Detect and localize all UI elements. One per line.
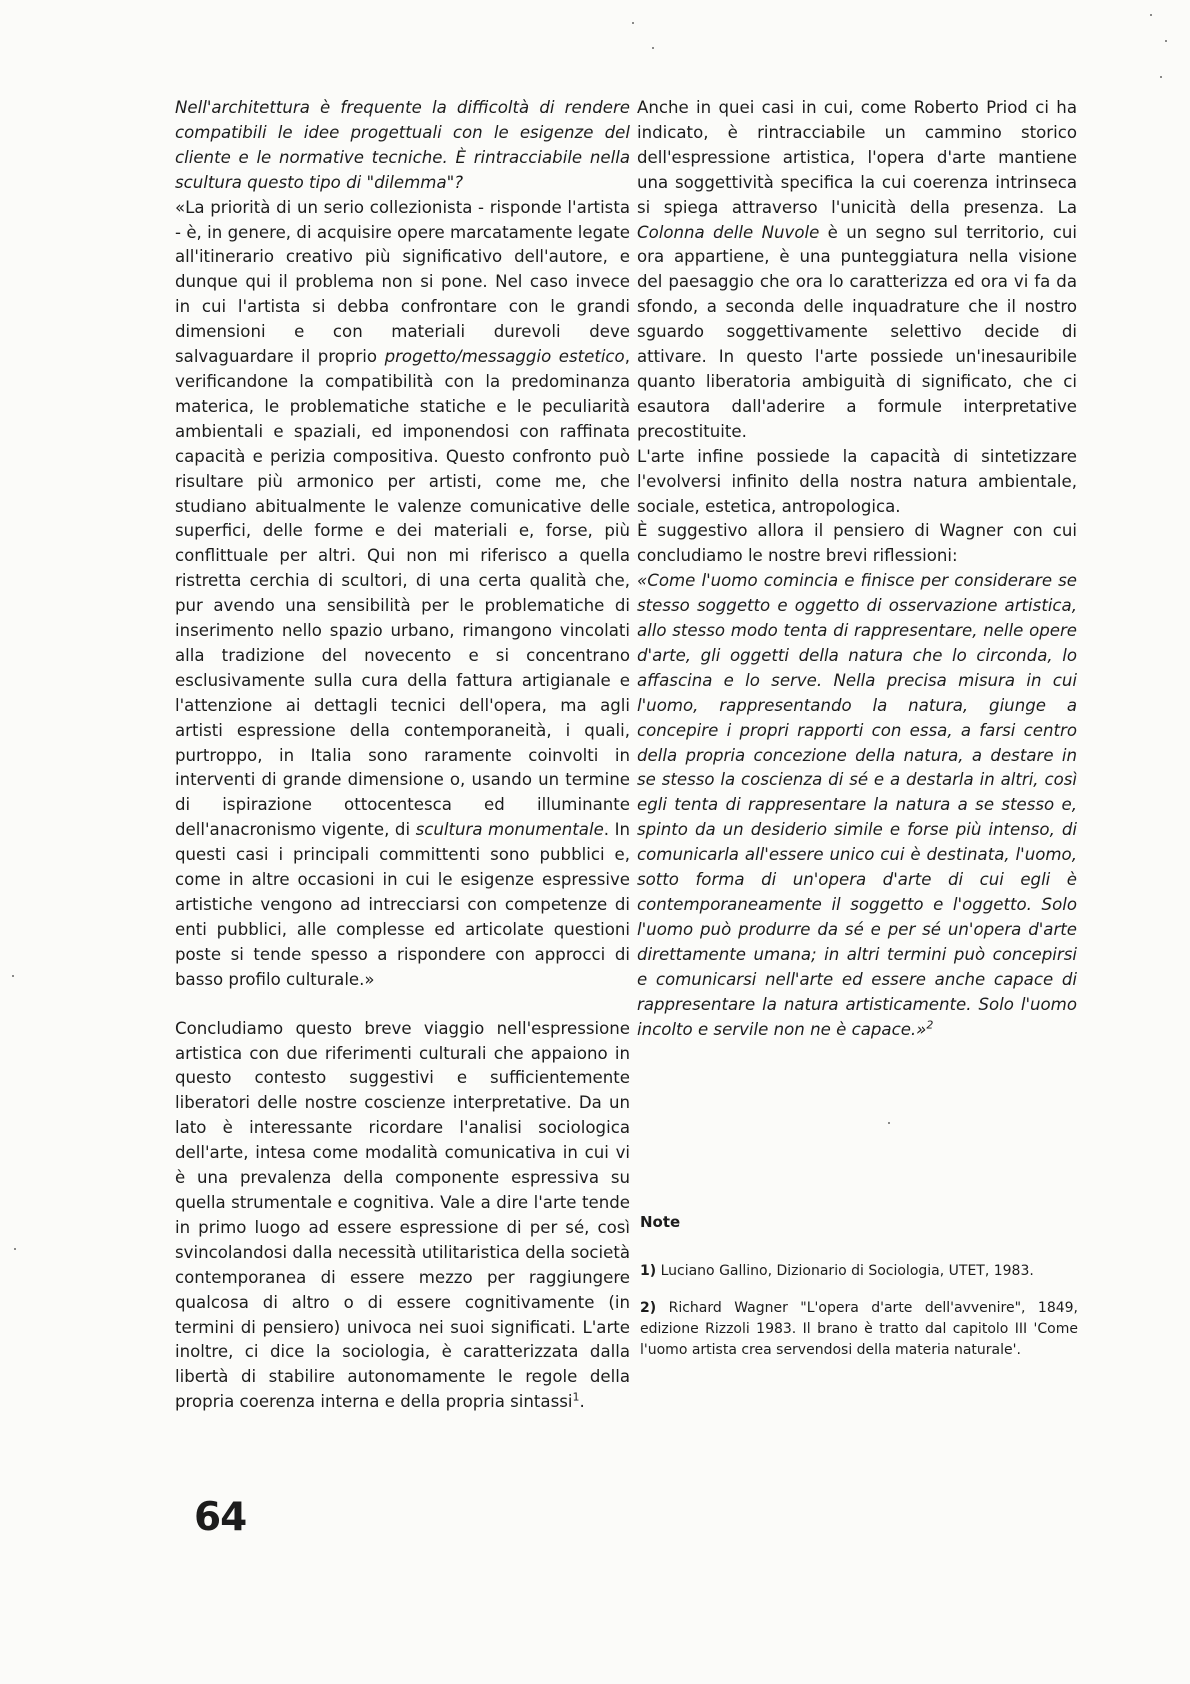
- page-number: 64: [194, 1495, 247, 1540]
- footnote-reference: 1: [572, 1390, 580, 1404]
- paragraph-text: Anche in quei casi in cui, come Roberto Priod ci ha indicato, è rintracciabile un cammino storico dell'espressione artistica, l'opera d'arte mantiene una soggettività specifica la cui coerenza intrinseca si spiega attraverso l'unicità della presenza. La: [637, 98, 1077, 217]
- answer-text: . In questi casi i principali committenti sono pubblici e, come in altre occasioni in cui le esigenze espressive artistiche vengono ad intrecciarsi con competenze di enti pubblici, alle complesse ed articolate questioni poste si tende spesso a rispondere con approcci di basso profilo culturale.»: [175, 820, 630, 989]
- scan-speck: [12, 975, 14, 977]
- answer-text: , verificandone la compatibilità con la predominanza materica, le problematiche statiche e le peculiarità ambientali e spaziali, ed imponendosi con raffinata capacità e perizia compositiva. Questo confronto può risultare più armonico per artisti, come me, che studiano abitualmente le valenze comunicative delle superfici, delle forme e dei materiali e, forse, più conflittuale per altri. Qui non mi riferisco a quella ristretta cerchia di scultori, di una certa qualità che, pur avendo una sensibilità per le problematiche di inserimento nello spazio urbano, rimangono vincolati alla tradizione del novecento e si concentrano esclusivamente sulla cura della fattura artigianale e l'attenzione ai dettagli tecnici dell'opera, ma agli artisti espressione della contemporaneità, i quali, purtroppo, in Italia sono raramente coinvolti in interventi di grande dimensione o, usando un termine di ispirazione ottocentesca ed illuminante dell'anacronismo vigente, di: [175, 347, 630, 840]
- quote-text: «Come l'uomo comincia e finisce per considerare se stesso soggetto e oggetto di osservazione artistica, allo stesso modo tenta di rappresentare, nelle opere d'arte, gli oggetti della natura che lo circonda, lo affascina e lo serve. Nella precisa misura in cui l'uomo, rappresentando la natura, giunge a concepire i propri rapporti con essa, a farsi centro della propria concezione della natura, a destare in se stesso la coscienza di sé e a destarla in altri, così egli tenta di rappresentare la natura a se stesso e, spinto da un desiderio simile e forse più intenso, di comunicarla all'essere unico cui è destinata, l'uomo, sotto forma di un'opera d'arte di cui egli è contemporaneamente il soggetto e l'oggetto. Solo l'uomo può produrre da sé e per sé un'opera d'arte direttamente umana; in altri termini può concepirsi e comunicarsi nell'arte ed essere anche capace di rappresentare la natura artisticamente. Solo l'uomo incolto e servile non ne è capace.»: [637, 571, 1077, 1039]
- scan-speck: [14, 1248, 16, 1250]
- body-paragraph: [637, 96, 1077, 445]
- answer-italic: scultura monumentale: [415, 820, 604, 840]
- scan-speck: [632, 22, 634, 24]
- left-column: [175, 96, 630, 1415]
- paragraph-text: è un segno sul territorio, cui ora appartiene, è una punteggiatura nella visione del paesaggio che ora lo caratterizza ed ora vi fa da sfondo, a seconda delle inquadrature che il nostro sguardo soggettivamente selettivo decide di attivare. In questo l'arte possiede un'inesauribile quanto liberatoria ambiguità di significato, che ci esautora dall'aderire a formule interpretative precostituite.: [637, 222, 1077, 441]
- body-paragraph: L'arte infine possiede la capacità di sintetizzare l'evolversi infinito della nostra natura ambientale, sociale, estetica, antropologica.: [637, 446, 1077, 516]
- note-text: Luciano Gallino, Dizionario di Sociologia, UTET, 1983.: [660, 1263, 1034, 1279]
- footnote-reference: 2: [926, 1018, 934, 1031]
- conclusion-end: .: [579, 1392, 585, 1412]
- conclusion-text: Concludiamo questo breve viaggio nell'espressione artistica con due riferimenti culturali che appaiono in questo contesto suggestivi e sufficientemente liberatori delle nostre coscienze interpretative. Da un lato è interessante ricordare l'analisi sociologica dell'arte, intesa come modalità comunicativa in cui vi è una prevalenza della componente espressiva su quella strumentale e cognitiva. Vale a dire l'arte tende in primo luogo ad essere espressione di per sé, così svincolandosi dalla necessità utilitaristica della società contemporanea di essere mezzo per raggiungere qualcosa di altro o di essere cognitivamente (in termini di pensiero) univoca nei suoi significati. L'arte inoltre, ci dice la sociologia, è caratterizzata dalla libertà di stabilire autonomamente le regole della propria coerenza interna e della propria sintassi: [175, 1018, 630, 1412]
- right-column: [637, 96, 1077, 1042]
- note-text: Richard Wagner "L'opera d'arte dell'avvenire", 1849, edizione Rizzoli 1983. Il brano è tratto dal capitolo III 'Come l'uomo artista crea servendosi della materia naturale'.: [640, 1300, 1078, 1358]
- body-paragraph: È suggestivo allora il pensiero di Wagner con cui concludiamo le nostre brevi riflessioni:: [637, 521, 1077, 566]
- note-item: [640, 1261, 1078, 1282]
- wagner-quote: [637, 569, 1077, 1042]
- artist-answer: [175, 196, 630, 993]
- notes-section: [640, 1212, 1078, 1377]
- note-number: 2): [640, 1300, 657, 1316]
- conclusion-paragraph: [175, 1017, 630, 1416]
- scan-speck: [888, 1122, 890, 1124]
- answer-italic: progetto/messaggio estetico: [384, 347, 625, 367]
- note-item: [640, 1298, 1078, 1361]
- scan-speck: [1150, 14, 1152, 16]
- artwork-title: Colonna delle Nuvole: [637, 222, 820, 242]
- scan-speck: [1165, 40, 1167, 42]
- scan-speck: [1160, 76, 1162, 78]
- interview-question: Nell'architettura è frequente la difficoltà di rendere compatibili le idee progettuali con le esigenze del cliente e le normative tecniche. È rintracciabile nella scultura questo tipo di "dilemma"?: [175, 98, 630, 192]
- scan-speck: [652, 47, 654, 49]
- note-number: 1): [640, 1263, 657, 1279]
- notes-heading: Note: [640, 1213, 681, 1231]
- answer-text: «La priorità di un serio collezionista - risponde l'artista - è, in genere, di acquisire opere marcatamente legate all'itinerario creativo più significativo dell'autore, e dunque qui il problema non si pone. Nel caso invece in cui l'artista si debba confrontare con le grandi dimensioni e con materiali durevoli deve salvaguardare il proprio: [175, 197, 630, 367]
